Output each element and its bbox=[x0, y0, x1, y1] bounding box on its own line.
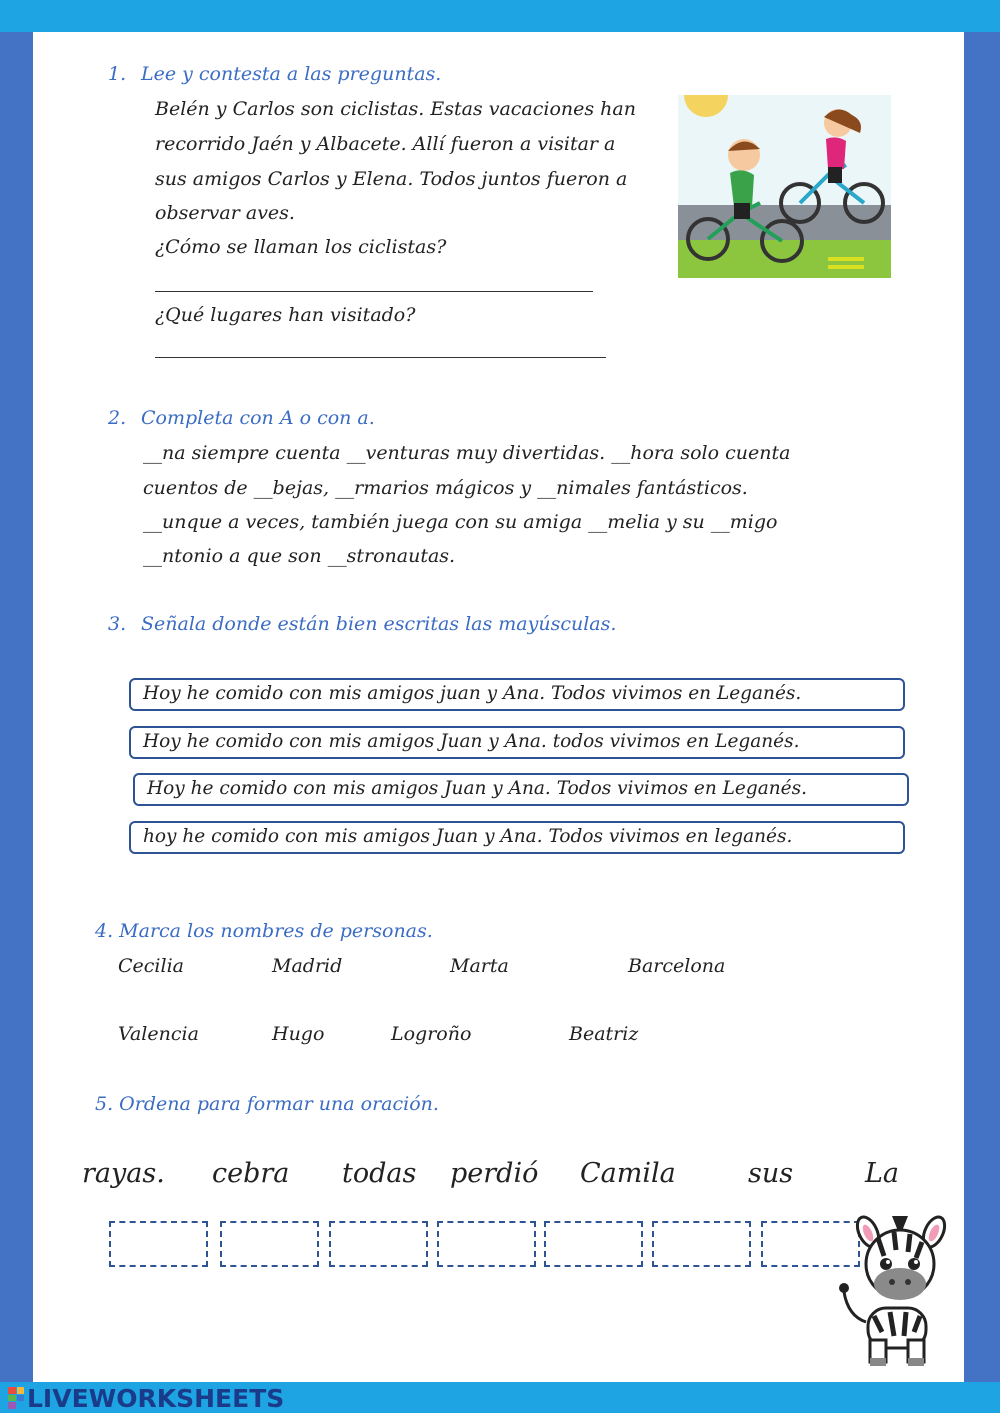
drop-box-1[interactable] bbox=[109, 1221, 208, 1267]
option-box-2[interactable] bbox=[129, 726, 905, 759]
cyclists-illustration bbox=[678, 95, 891, 278]
word-option[interactable]: Beatriz bbox=[569, 1023, 639, 1045]
section2-number: 2. bbox=[108, 407, 127, 429]
option-text: Hoy he comido con mis amigos Juan y Ana. todos vivimos en Leganés. bbox=[143, 731, 800, 752]
section3-number: 3. bbox=[108, 613, 127, 635]
left-border bbox=[0, 32, 33, 1382]
question-2: ¿Qué lugares han visitado? bbox=[155, 304, 416, 326]
right-border bbox=[964, 32, 1000, 1382]
word-tile[interactable]: rayas. bbox=[82, 1158, 165, 1189]
word-option[interactable]: Barcelona bbox=[628, 955, 726, 977]
word-option[interactable]: Cecilia bbox=[118, 955, 184, 977]
drop-box-5[interactable] bbox=[544, 1221, 643, 1267]
option-box-3[interactable] bbox=[133, 773, 909, 806]
section1-number: 1. bbox=[108, 63, 127, 85]
fill-line[interactable]: __ntonio a que son __stronautas. bbox=[143, 545, 456, 567]
word-tile[interactable]: perdió bbox=[450, 1158, 539, 1189]
fill-line[interactable]: __na siempre cuenta __venturas muy divertidas. __hora solo cuenta bbox=[143, 442, 791, 464]
reading-line: recorrido Jaén y Albacete. Allí fueron a visitar a bbox=[155, 133, 616, 155]
word-tile[interactable]: sus bbox=[748, 1158, 794, 1189]
answer-line-2[interactable] bbox=[155, 356, 606, 358]
word-tile[interactable]: cebra bbox=[212, 1158, 290, 1189]
word-option[interactable]: Madrid bbox=[272, 955, 343, 977]
word-option[interactable]: Hugo bbox=[272, 1023, 325, 1045]
option-text: Hoy he comido con mis amigos juan y Ana. Todos vivimos en Leganés. bbox=[143, 683, 802, 704]
section2-title: Completa con A o con a. bbox=[141, 407, 375, 429]
word-option[interactable]: Marta bbox=[450, 955, 509, 977]
answer-line-1[interactable] bbox=[155, 290, 593, 292]
option-text: Hoy he comido con mis amigos Juan y Ana. Todos vivimos en Leganés. bbox=[147, 778, 807, 799]
option-box-4[interactable] bbox=[129, 821, 905, 854]
reading-line: sus amigos Carlos y Elena. Todos juntos fueron a bbox=[155, 168, 628, 190]
section1-title: Lee y contesta a las preguntas. bbox=[141, 63, 442, 85]
question-1: ¿Cómo se llaman los ciclistas? bbox=[155, 236, 447, 258]
top-bar bbox=[0, 0, 1000, 32]
word-option[interactable]: Valencia bbox=[118, 1023, 199, 1045]
word-tile[interactable]: La bbox=[865, 1158, 900, 1189]
word-tile[interactable]: todas bbox=[342, 1158, 417, 1189]
drop-box-6[interactable] bbox=[652, 1221, 751, 1267]
brand-name: LIVEWORKSHEETS bbox=[27, 1383, 285, 1413]
section4-title: 4. Marca los nombres de personas. bbox=[95, 920, 433, 942]
word-tile[interactable]: Camila bbox=[580, 1158, 676, 1189]
logo-icon bbox=[8, 1387, 24, 1409]
fill-line[interactable]: __unque a veces, también juega con su amiga __melia y su __migo bbox=[143, 511, 778, 533]
option-text: hoy he comido con mis amigos Juan y Ana. Todos vivimos en leganés. bbox=[143, 826, 793, 847]
zebra-illustration bbox=[838, 1212, 956, 1370]
section3-title: Señala donde están bien escritas las mayúsculas. bbox=[141, 613, 617, 635]
drop-box-4[interactable] bbox=[437, 1221, 536, 1267]
drop-box-2[interactable] bbox=[220, 1221, 319, 1267]
liveworksheets-logo[interactable] bbox=[8, 1385, 284, 1411]
option-box-1[interactable] bbox=[129, 678, 905, 711]
reading-line: observar aves. bbox=[155, 202, 295, 224]
section5-title: 5. Ordena para formar una oración. bbox=[95, 1093, 439, 1115]
drop-box-3[interactable] bbox=[329, 1221, 428, 1267]
fill-line[interactable]: cuentos de __bejas, __rmarios mágicos y __nimales fantásticos. bbox=[143, 477, 748, 499]
reading-line: Belén y Carlos son ciclistas. Estas vacaciones han bbox=[155, 98, 636, 120]
word-option[interactable]: Logroño bbox=[391, 1023, 472, 1045]
